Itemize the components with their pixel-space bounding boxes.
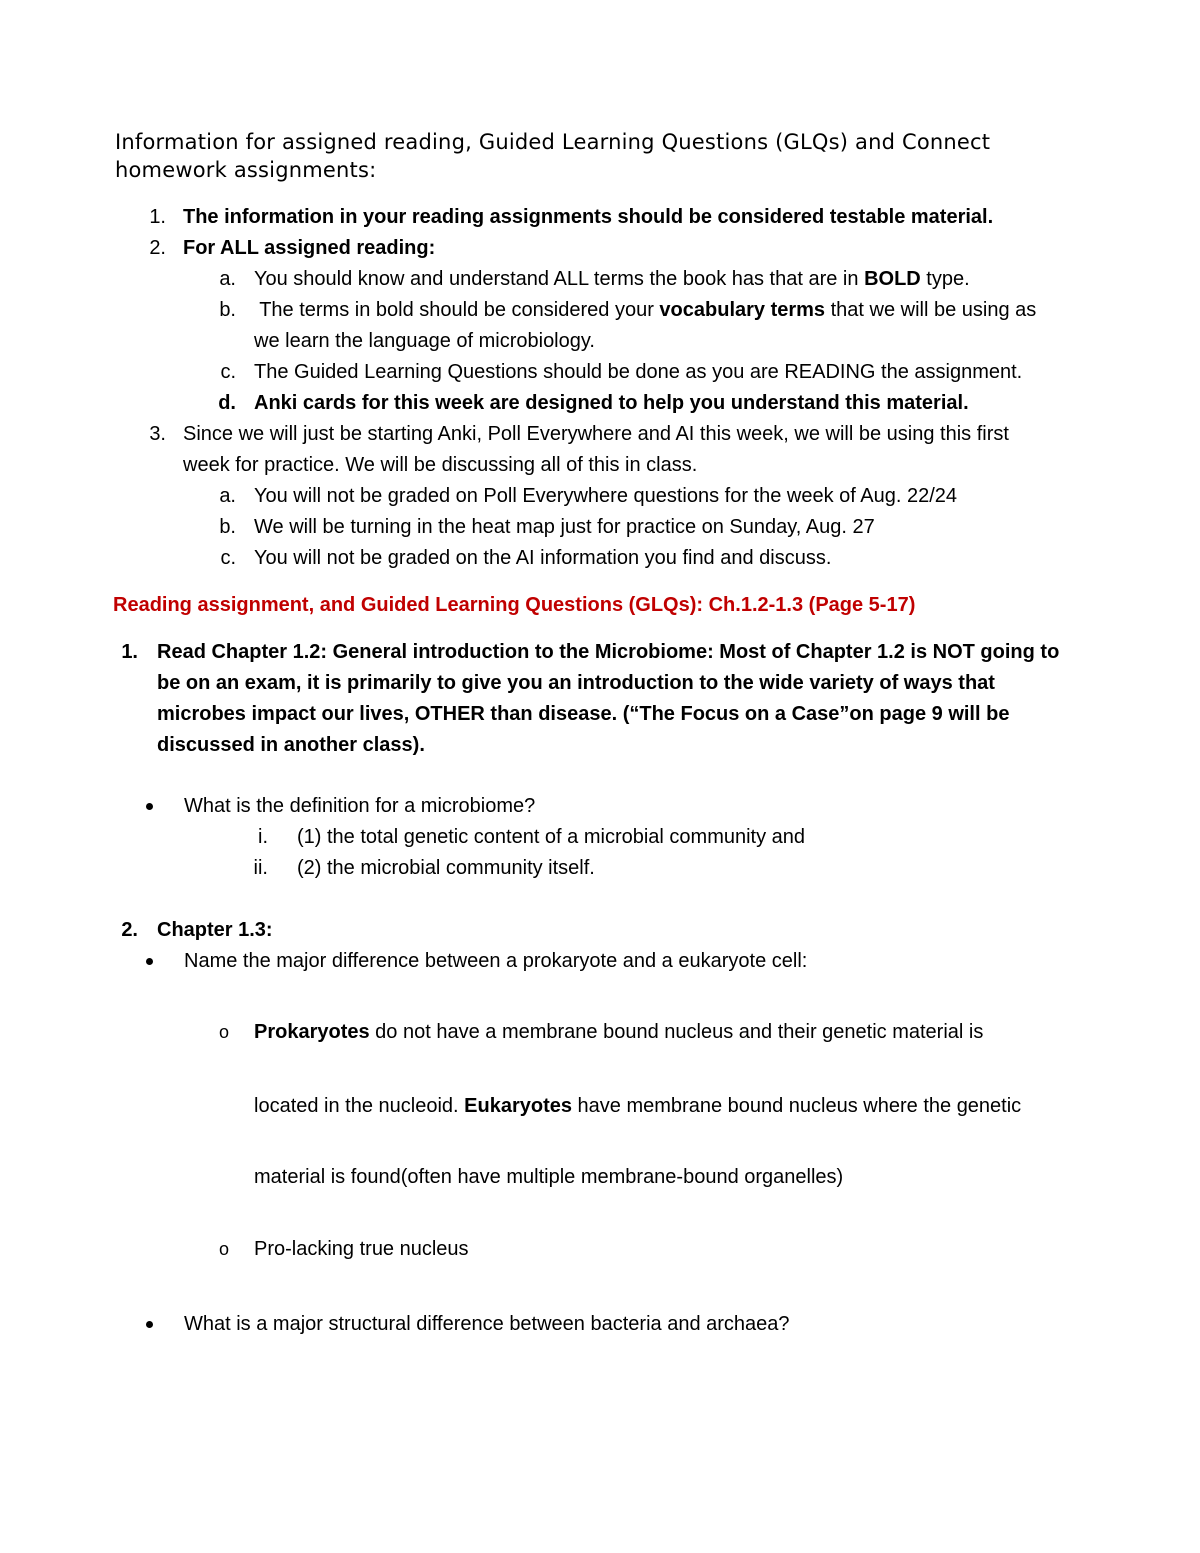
- list1-item3c-text: You will not be graded on the AI information you find and discuss.: [254, 547, 832, 569]
- list2-item2-bullet1: Name the major difference between a prokaryote and a eukaryote cell:: [184, 950, 808, 972]
- doc-heading-line2: homework assignments:: [115, 158, 377, 182]
- pro-lacking-nucleus-text: Pro-lacking true nucleus: [254, 1238, 469, 1260]
- circle-bullet-marker: o: [219, 1239, 230, 1259]
- list1-item1-text: The information in your reading assignments should be considered testable material.: [183, 206, 994, 228]
- prokaryote-eukaryote-line3: material is found(often have multiple membrane-bound organelles): [254, 1166, 844, 1188]
- roman-i-marker: i.: [258, 826, 268, 848]
- list1-item1-number: 1.: [149, 206, 166, 228]
- list2-item2-bullet2: What is a major structural difference between bacteria and archaea?: [184, 1313, 790, 1335]
- bullet-marker: [146, 958, 153, 965]
- list2-item1-sub-i: (1) the total genetic content of a microbial community and: [297, 826, 806, 848]
- roman-ii-marker: ii.: [253, 857, 268, 879]
- list1-item2d-text: Anki cards for this week are designed to help you understand this material.: [254, 392, 969, 414]
- list2-item1-bullet: What is the definition for a microbiome?: [184, 795, 536, 817]
- prokaryote-eukaryote-line2: located in the nucleoid. Eukaryotes have membrane bound nucleus where the genetic: [254, 1095, 1022, 1117]
- doc-heading-line1: Information for assigned reading, Guided Learning Questions (GLQs) and Connect: [115, 130, 991, 154]
- list1-item3-number: 3.: [149, 423, 166, 445]
- list1-item3b-text: We will be turning in the heat map just for practice on Sunday, Aug. 27: [254, 516, 875, 538]
- list1-item2b-text: The terms in bold should be considered your vocabulary terms that we will be using as: [254, 299, 1037, 321]
- list2-item1-line4: discussed in another class).: [157, 734, 425, 756]
- list2-item1-sub-ii: (2) the microbial community itself.: [297, 857, 595, 879]
- bullet-marker: [146, 803, 153, 810]
- list2-item1-line1: Read Chapter 1.2: General introduction to the Microbiome: Most of Chapter 1.2 is NOT going to: [157, 641, 1060, 663]
- list1-item3b-letter: b.: [219, 516, 236, 538]
- list1-item2c-letter: c.: [220, 361, 236, 383]
- section-heading: Reading assignment, and Guided Learning Questions (GLQs): Ch.1.2-1.3 (Page 5-17): [113, 594, 916, 616]
- circle-bullet-marker: o: [219, 1022, 230, 1042]
- bullet-marker: [146, 1321, 153, 1328]
- list2-item2-number: 2.: [121, 919, 138, 941]
- list1-item3-line1: Since we will just be starting Anki, Poll Everywhere and AI this week, we will be using this first: [183, 423, 1009, 445]
- list1-item2-number: 2.: [149, 237, 166, 259]
- list1-item3a-letter: a.: [219, 485, 236, 507]
- list1-item2b-letter: b.: [219, 299, 236, 321]
- list1-item2a-text: You should know and understand ALL terms the book has that are in BOLD type.: [254, 268, 970, 290]
- prokaryote-eukaryote-line1: Prokaryotes do not have a membrane bound nucleus and their genetic material is: [254, 1021, 984, 1043]
- list1-item2d-letter: d.: [218, 392, 236, 414]
- list1-item2b-text-line2: we learn the language of microbiology.: [254, 330, 595, 352]
- list2-item1-number: 1.: [121, 641, 138, 663]
- list1-item3a-text: You will not be graded on Poll Everywhere questions for the week of Aug. 22/24: [254, 485, 958, 507]
- list1-item3-line2: week for practice. We will be discussing all of this in class.: [183, 454, 698, 476]
- list2-item1-line2: be on an exam, it is primarily to give you an introduction to the wide variety of ways that: [157, 672, 995, 694]
- list1-item2a-letter: a.: [219, 268, 236, 290]
- list1-item2c-text: The Guided Learning Questions should be done as you are READING the assignment.: [254, 361, 1023, 383]
- list2-item2-text: Chapter 1.3:: [157, 919, 273, 941]
- list1-item3c-letter: c.: [220, 547, 236, 569]
- list2-item1-line3: microbes impact our lives, OTHER than disease. (“The Focus on a Case”on page 9 will be: [157, 703, 1010, 725]
- list1-item2-text: For ALL assigned reading:: [183, 237, 436, 259]
